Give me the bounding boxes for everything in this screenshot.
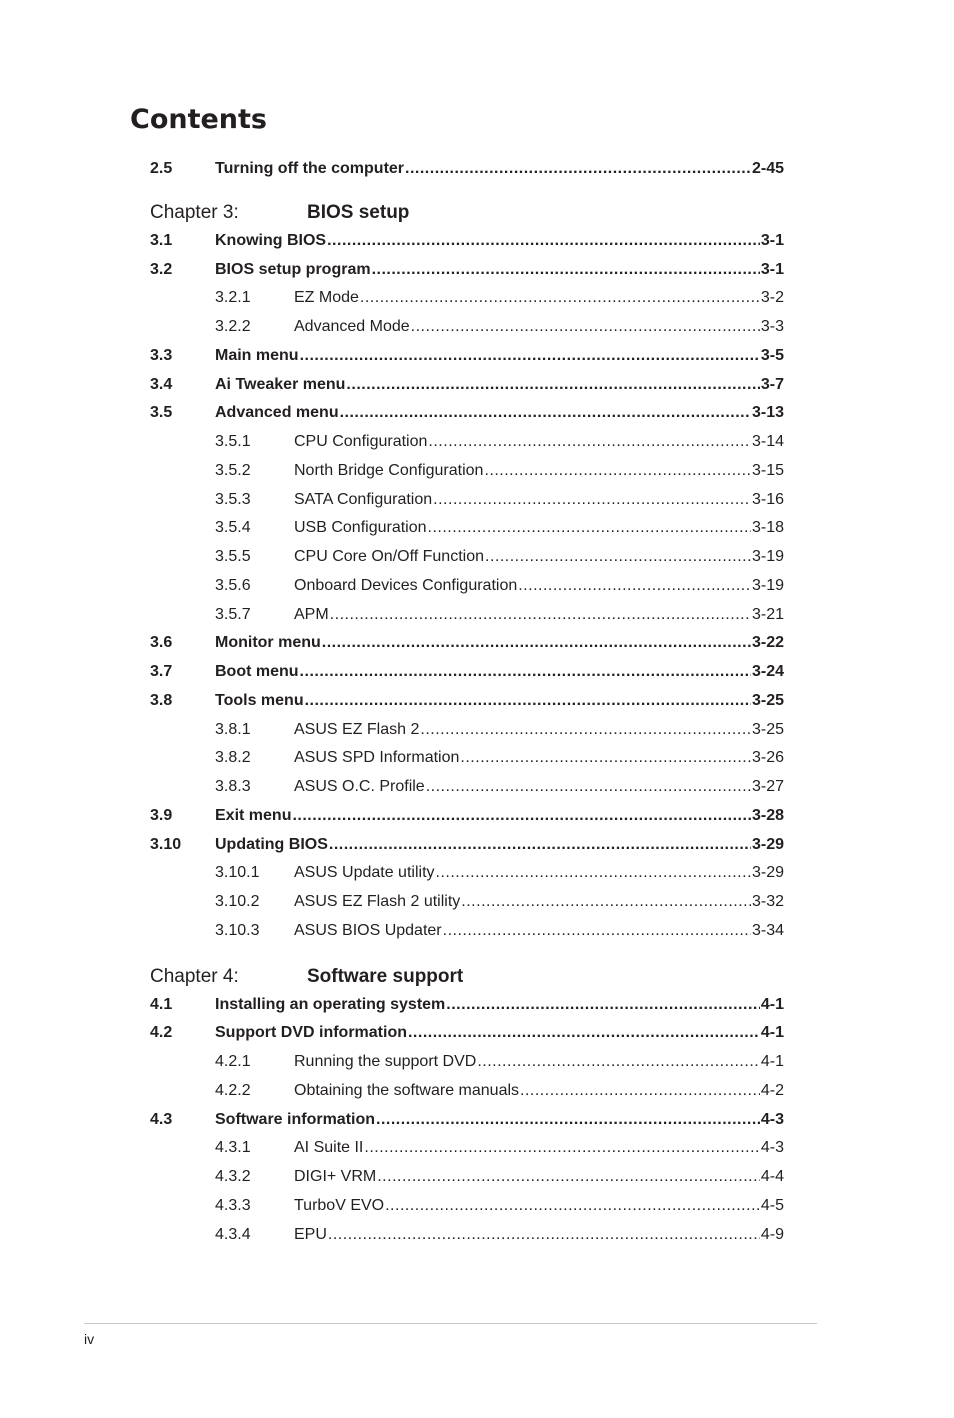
dot-leader xyxy=(322,629,751,658)
entry-number: 4.3.2 xyxy=(215,1168,251,1185)
toc-subsection-entry[interactable] xyxy=(150,917,784,946)
entry-title: CPU Core On/Off Function xyxy=(294,548,484,565)
toc-subsection-entry[interactable] xyxy=(150,1134,784,1163)
dot-leader xyxy=(364,1134,760,1163)
entry-title: Tools menu xyxy=(215,691,304,709)
dot-leader xyxy=(305,687,751,716)
entry-number: 3.2.1 xyxy=(215,289,251,307)
toc-subsection-entry[interactable] xyxy=(150,572,784,601)
entry-page-number: 3-19 xyxy=(751,548,784,565)
dot-leader xyxy=(520,1077,760,1106)
entry-number: 3.5.4 xyxy=(215,519,251,537)
chapter-heading xyxy=(150,962,784,991)
entry-number: 4.2.2 xyxy=(215,1081,251,1099)
dot-leader xyxy=(328,1221,760,1250)
entry-page-number: 3-28 xyxy=(751,806,784,824)
entry-page-number: 3-2 xyxy=(760,289,784,307)
dot-leader xyxy=(372,256,760,285)
dot-leader xyxy=(411,313,760,342)
dot-leader xyxy=(446,991,760,1020)
chapter-name: Software support xyxy=(307,965,464,987)
dot-leader xyxy=(461,888,751,917)
entry-number: 3.5.2 xyxy=(215,461,251,479)
entry-title: Software information xyxy=(215,1110,376,1128)
toc-section-entry[interactable] xyxy=(150,399,784,428)
entry-page-number: 2-45 xyxy=(751,160,784,177)
entry-title: ASUS SPD Information xyxy=(294,749,460,767)
toc-section-entry[interactable] xyxy=(150,658,784,687)
toc-subsection-entry[interactable] xyxy=(150,514,784,543)
entry-page-number: 3-21 xyxy=(751,605,784,623)
toc-section-entry[interactable] xyxy=(150,1019,784,1048)
entry-title: North Bridge Configuration xyxy=(294,461,484,479)
dot-leader xyxy=(385,1192,760,1221)
entry-page-number: 3-25 xyxy=(751,720,784,738)
entry-page-number: 3-22 xyxy=(751,634,784,652)
dot-leader xyxy=(485,543,751,572)
entry-page-number: 4-1 xyxy=(760,1024,784,1042)
toc-subsection-entry[interactable] xyxy=(150,486,784,515)
dot-leader xyxy=(300,342,760,371)
entry-title: Obtaining the software manuals xyxy=(294,1081,520,1099)
entry-number: 3.8 xyxy=(150,691,173,709)
entry-page-number: 3-25 xyxy=(751,691,784,709)
entry-number: 3.1 xyxy=(150,231,173,249)
dot-leader xyxy=(360,284,760,313)
table-of-contents xyxy=(150,155,784,1249)
entry-number: 3.5.7 xyxy=(215,605,251,623)
dot-leader xyxy=(346,371,759,400)
entry-title: Knowing BIOS xyxy=(215,231,327,249)
entry-title: ASUS Update utility xyxy=(294,864,435,882)
toc-subsection-entry[interactable] xyxy=(150,744,784,773)
entry-number: 3.5.3 xyxy=(215,490,251,508)
entry-number: 3.2 xyxy=(150,260,173,278)
entry-number: 3.10 xyxy=(150,835,182,853)
dot-leader xyxy=(460,744,751,773)
toc-subsection-entry[interactable] xyxy=(150,888,784,917)
dot-leader xyxy=(433,486,751,515)
dot-leader xyxy=(377,1163,760,1192)
entry-number: 3.3 xyxy=(150,346,173,364)
entry-number: 4.3 xyxy=(150,1110,173,1128)
toc-section-entry[interactable] xyxy=(150,256,784,285)
entry-page-number: 3-32 xyxy=(751,893,784,910)
dot-leader xyxy=(300,658,751,687)
entry-page-number: 3-15 xyxy=(751,461,784,479)
entry-title: Onboard Devices Configuration xyxy=(294,576,518,594)
entry-number: 3.9 xyxy=(150,806,173,824)
dot-leader xyxy=(376,1106,760,1135)
entry-page-number: 3-7 xyxy=(760,375,784,393)
toc-section-entry[interactable] xyxy=(150,342,784,371)
entry-page-number: 3-19 xyxy=(751,576,784,594)
entry-number: 3.5.6 xyxy=(215,576,251,594)
toc-section-entry[interactable] xyxy=(150,991,784,1020)
entry-number: 4.3.4 xyxy=(215,1225,251,1243)
toc-subsection-entry[interactable] xyxy=(150,1048,784,1077)
toc-subsection-entry[interactable] xyxy=(150,1221,784,1250)
entry-page-number: 3-26 xyxy=(751,749,784,767)
dot-leader xyxy=(405,155,751,184)
footer-divider xyxy=(84,1323,817,1324)
toc-section-entry[interactable] xyxy=(150,1106,784,1135)
entry-page-number: 3-34 xyxy=(751,921,784,939)
entry-page-number: 4-3 xyxy=(760,1139,784,1157)
dot-leader xyxy=(330,601,751,630)
entry-title: USB Configuration xyxy=(294,519,427,537)
toc-section-entry[interactable] xyxy=(150,802,784,831)
entry-number: 3.8.2 xyxy=(215,749,251,767)
entry-number: 4.3.1 xyxy=(215,1139,251,1157)
entry-title: DIGI+ VRM xyxy=(294,1168,377,1185)
toc-section-entry[interactable] xyxy=(150,155,784,184)
toc-subsection-entry[interactable] xyxy=(150,773,784,802)
entry-page-number: 4-1 xyxy=(760,995,784,1013)
toc-subsection-entry[interactable] xyxy=(150,428,784,457)
toc-subsection-entry[interactable] xyxy=(150,716,784,745)
toc-section-entry[interactable] xyxy=(150,227,784,256)
entry-number: 3.6 xyxy=(150,634,173,652)
entry-title: ASUS O.C. Profile xyxy=(294,778,425,795)
entry-page-number: 4-5 xyxy=(760,1196,784,1214)
entry-title: Ai Tweaker menu xyxy=(215,375,346,393)
dot-leader xyxy=(292,802,751,831)
dot-leader xyxy=(420,716,751,745)
toc-subsection-entry[interactable] xyxy=(150,601,784,630)
toc-subsection-entry[interactable] xyxy=(150,543,784,572)
toc-section-entry[interactable] xyxy=(150,831,784,860)
chapter-name: BIOS setup xyxy=(307,201,410,223)
entry-title: Advanced Mode xyxy=(294,318,410,335)
dot-leader xyxy=(484,457,751,486)
entry-title: ASUS BIOS Updater xyxy=(294,921,442,939)
toc-subsection-entry[interactable] xyxy=(150,313,784,342)
entry-page-number: 3-29 xyxy=(751,864,784,882)
entry-page-number: 3-29 xyxy=(751,835,784,853)
dot-leader xyxy=(428,428,751,457)
entry-number: 4.2 xyxy=(150,1024,173,1042)
chapter-label: Chapter 4: xyxy=(150,965,239,987)
entry-number: 3.4 xyxy=(150,375,173,393)
entry-page-number: 3-16 xyxy=(751,490,784,508)
entry-number: 2.5 xyxy=(150,160,173,177)
toc-section-entry[interactable] xyxy=(150,371,784,400)
entry-page-number: 4-1 xyxy=(760,1053,784,1070)
entry-page-number: 4-4 xyxy=(760,1168,784,1185)
entry-number: 4.1 xyxy=(150,995,173,1013)
entry-title: SATA Configuration xyxy=(294,490,433,508)
entry-title: Boot menu xyxy=(215,663,299,680)
toc-subsection-entry[interactable] xyxy=(150,1163,784,1192)
dot-leader xyxy=(477,1048,760,1077)
entry-page-number: 4-2 xyxy=(760,1081,784,1099)
entry-number: 3.7 xyxy=(150,663,173,680)
entry-page-number: 3-24 xyxy=(751,663,784,680)
entry-number: 3.10.1 xyxy=(215,864,260,882)
dot-leader xyxy=(340,399,751,428)
chapter-label: Chapter 3: xyxy=(150,201,239,223)
entry-title: CPU Configuration xyxy=(294,433,428,450)
entry-title: Exit menu xyxy=(215,806,292,824)
entry-number: 3.2.2 xyxy=(215,318,251,335)
dot-leader xyxy=(436,859,751,888)
entry-title: AI Suite II xyxy=(294,1139,364,1157)
dot-leader xyxy=(327,227,760,256)
entry-title: Turning off the computer xyxy=(215,160,405,177)
entry-number: 3.10.3 xyxy=(215,921,260,939)
entry-title: ASUS EZ Flash 2 utility xyxy=(294,893,461,910)
entry-title: EPU xyxy=(294,1225,327,1243)
entry-number: 3.8.1 xyxy=(215,720,251,738)
entry-title: Updating BIOS xyxy=(215,835,328,853)
entry-page-number: 4-3 xyxy=(760,1110,784,1128)
chapter-heading xyxy=(150,198,784,227)
entry-title: APM xyxy=(294,605,329,623)
entry-title: Installing an operating system xyxy=(215,995,446,1013)
entry-page-number: 3-1 xyxy=(760,231,784,249)
entry-page-number: 3-18 xyxy=(751,519,784,537)
dot-leader xyxy=(426,773,751,802)
entry-title: BIOS setup program xyxy=(215,260,371,278)
entry-number: 3.5.5 xyxy=(215,548,251,565)
entry-number: 3.5.1 xyxy=(215,433,251,450)
entry-title: EZ Mode xyxy=(294,289,359,307)
toc-subsection-entry[interactable] xyxy=(150,1077,784,1106)
entry-number: 4.2.1 xyxy=(215,1053,251,1070)
entry-page-number: 3-1 xyxy=(760,260,784,278)
page-number: iv xyxy=(84,1331,95,1347)
entry-title: Advanced menu xyxy=(215,404,339,422)
toc-subsection-entry[interactable] xyxy=(150,284,784,313)
toc-section-entry[interactable] xyxy=(150,629,784,658)
entry-page-number: 3-3 xyxy=(760,318,784,335)
entry-number: 3.10.2 xyxy=(215,893,260,910)
entry-number: 3.8.3 xyxy=(215,778,251,795)
entry-page-number: 3-27 xyxy=(751,778,784,795)
entry-title: Monitor menu xyxy=(215,634,321,652)
entry-page-number: 3-13 xyxy=(751,404,784,422)
toc-subsection-entry[interactable] xyxy=(150,457,784,486)
dot-leader xyxy=(329,831,751,860)
entry-page-number: 4-9 xyxy=(760,1225,784,1243)
entry-title: TurboV EVO xyxy=(294,1196,385,1214)
dot-leader xyxy=(428,514,751,543)
entry-title: ASUS EZ Flash 2 xyxy=(294,720,420,738)
toc-subsection-entry[interactable] xyxy=(150,1192,784,1221)
dot-leader xyxy=(443,917,751,946)
dot-leader xyxy=(408,1019,760,1048)
entry-title: Support DVD information xyxy=(215,1024,407,1042)
entry-page-number: 3-14 xyxy=(751,433,784,450)
entry-page-number: 3-5 xyxy=(760,346,784,364)
dot-leader xyxy=(518,572,751,601)
page-title: Contents xyxy=(130,104,268,135)
entry-title: Running the support DVD xyxy=(294,1053,477,1070)
toc-subsection-entry[interactable] xyxy=(150,859,784,888)
entry-number: 4.3.3 xyxy=(215,1196,251,1214)
entry-number: 3.5 xyxy=(150,404,173,422)
entry-title: Main menu xyxy=(215,346,299,364)
toc-section-entry[interactable] xyxy=(150,687,784,716)
